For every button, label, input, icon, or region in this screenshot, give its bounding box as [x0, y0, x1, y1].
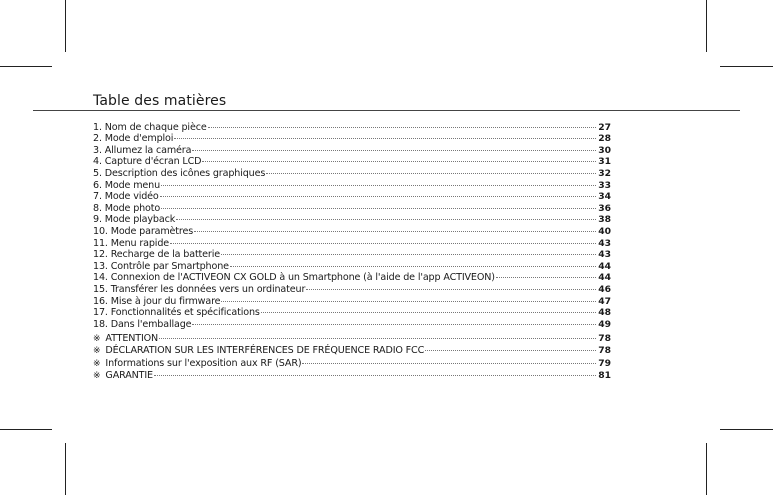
toc-entry-label: 18. Dans l'emballage — [93, 318, 192, 330]
crop-mark-bottom-right-vertical — [706, 443, 707, 495]
reference-mark-icon: ※ — [93, 358, 101, 369]
toc-entry[interactable] — [93, 211, 611, 226]
toc-entry-label: 8. Mode photo — [93, 202, 161, 214]
toc-entry-page: 47 — [598, 295, 611, 307]
crop-mark-bottom-right-horizontal — [720, 429, 773, 430]
crop-mark-top-right-horizontal — [720, 66, 773, 67]
toc-entry-page: 34 — [598, 191, 611, 203]
dot-leader — [161, 176, 596, 188]
toc-entry-page: 33 — [598, 179, 611, 191]
toc-entry-label: 13. Contrôle par Smartphone — [93, 260, 229, 272]
toc-entry[interactable] — [93, 118, 611, 133]
dot-leader — [176, 211, 596, 223]
toc-entry-label: 6. Mode menu — [93, 179, 161, 191]
reference-mark-icon: ※ — [93, 371, 101, 382]
crop-mark-top-left-horizontal — [0, 66, 52, 67]
toc-entry-label: 16. Mise à jour du firmware — [93, 295, 221, 307]
toc-entry-page: 46 — [598, 283, 611, 295]
toc-entry-page: 27 — [598, 121, 611, 133]
dot-leader — [160, 188, 596, 200]
crop-mark-bottom-left-vertical — [65, 443, 66, 495]
toc-entry-page: 30 — [598, 144, 611, 156]
toc-note-label: GARANTIE — [105, 370, 153, 382]
toc-entry-page: 48 — [598, 307, 611, 319]
dot-leader — [230, 257, 596, 269]
toc-entry-page: 44 — [598, 272, 611, 284]
toc-entry[interactable] — [93, 176, 611, 191]
dot-leader — [306, 280, 596, 292]
dot-leader — [208, 118, 596, 130]
crop-mark-bottom-left-horizontal — [0, 429, 52, 430]
toc-entry-page: 44 — [598, 260, 611, 272]
dot-leader — [174, 130, 596, 142]
dot-leader — [425, 341, 596, 353]
toc-entry-page: 43 — [598, 249, 611, 261]
toc-entry-page: 32 — [598, 167, 611, 179]
toc-entry-label: 12. Recharge de la batterie — [93, 249, 220, 261]
dot-leader — [202, 153, 596, 165]
toc-entry[interactable] — [93, 188, 611, 203]
toc-note-page: 78 — [598, 345, 611, 357]
toc-entry-label: 17. Fonctionnalités et spécifications — [93, 307, 260, 319]
toc-entry-page: 40 — [598, 225, 611, 237]
toc-note-label: DÉCLARATION SUR LES INTERFÉRENCES DE FRÉQUENCE RADIO FCC — [105, 345, 425, 357]
toc-entry[interactable] — [93, 246, 611, 261]
toc-entry-page: 38 — [598, 214, 611, 226]
toc-entry-label: 1. Nom de chaque pièce — [93, 121, 207, 133]
dot-leader — [302, 353, 596, 365]
dot-leader — [194, 222, 596, 234]
toc-entry-label: 9. Mode playback — [93, 214, 176, 226]
reference-mark-icon: ※ — [93, 334, 101, 345]
dot-leader — [266, 164, 596, 176]
toc-note-label: Informations sur l'exposition aux RF (SAR) — [105, 357, 302, 369]
crop-mark-top-right-vertical — [706, 0, 707, 52]
toc-entry-label: 2. Mode d'emploi — [93, 133, 174, 145]
page-title: Table des matières — [93, 93, 227, 109]
toc-note-entry[interactable] — [93, 366, 611, 382]
dot-leader — [159, 329, 596, 341]
table-of-contents — [93, 118, 611, 382]
title-divider — [33, 110, 740, 111]
toc-entry-label: 4. Capture d'écran LCD — [93, 156, 202, 168]
toc-entry-label: 3. Allumez la caméra — [93, 144, 192, 156]
toc-entry-label: 11. Menu rapide — [93, 237, 170, 249]
dot-leader — [161, 199, 596, 211]
toc-entry-label: 7. Mode vidéo — [93, 191, 159, 203]
toc-entry-label: 5. Description des icônes graphiques — [93, 167, 266, 179]
toc-entry-page: 28 — [598, 133, 611, 145]
toc-note-page: 79 — [598, 357, 611, 369]
toc-note-page: 81 — [598, 370, 611, 382]
toc-entry-page: 49 — [598, 318, 611, 330]
toc-entry[interactable] — [93, 199, 611, 214]
toc-note-entry[interactable] — [93, 341, 611, 357]
toc-entry-page: 31 — [598, 156, 611, 168]
dot-leader — [192, 141, 596, 153]
dot-leader — [192, 315, 596, 327]
dot-leader — [496, 269, 596, 281]
toc-entry-label: 15. Transférer les données vers un ordinateur — [93, 283, 306, 295]
reference-mark-icon: ※ — [93, 346, 101, 357]
dot-leader — [221, 292, 596, 304]
toc-note-label-wrap — [93, 333, 158, 345]
toc-entry-label: 14. Connexion de l'ACTIVEON CX GOLD à un Smartphone (à l'aide de l'app ACTIVEON) — [93, 272, 495, 284]
toc-note-page: 78 — [598, 333, 611, 345]
dot-leader — [261, 304, 596, 316]
toc-entry-label: 10. Mode paramètres — [93, 225, 194, 237]
dot-leader — [170, 234, 596, 246]
dot-leader — [221, 246, 596, 258]
toc-note-entry[interactable] — [93, 329, 611, 345]
toc-entry-page: 43 — [598, 237, 611, 249]
toc-entry-page: 36 — [598, 202, 611, 214]
crop-mark-top-left-vertical — [65, 0, 66, 52]
toc-note-label: ATTENTION — [105, 333, 159, 345]
toc-entry[interactable] — [93, 234, 611, 249]
toc-note-label-wrap — [93, 370, 153, 382]
dot-leader — [154, 366, 596, 378]
